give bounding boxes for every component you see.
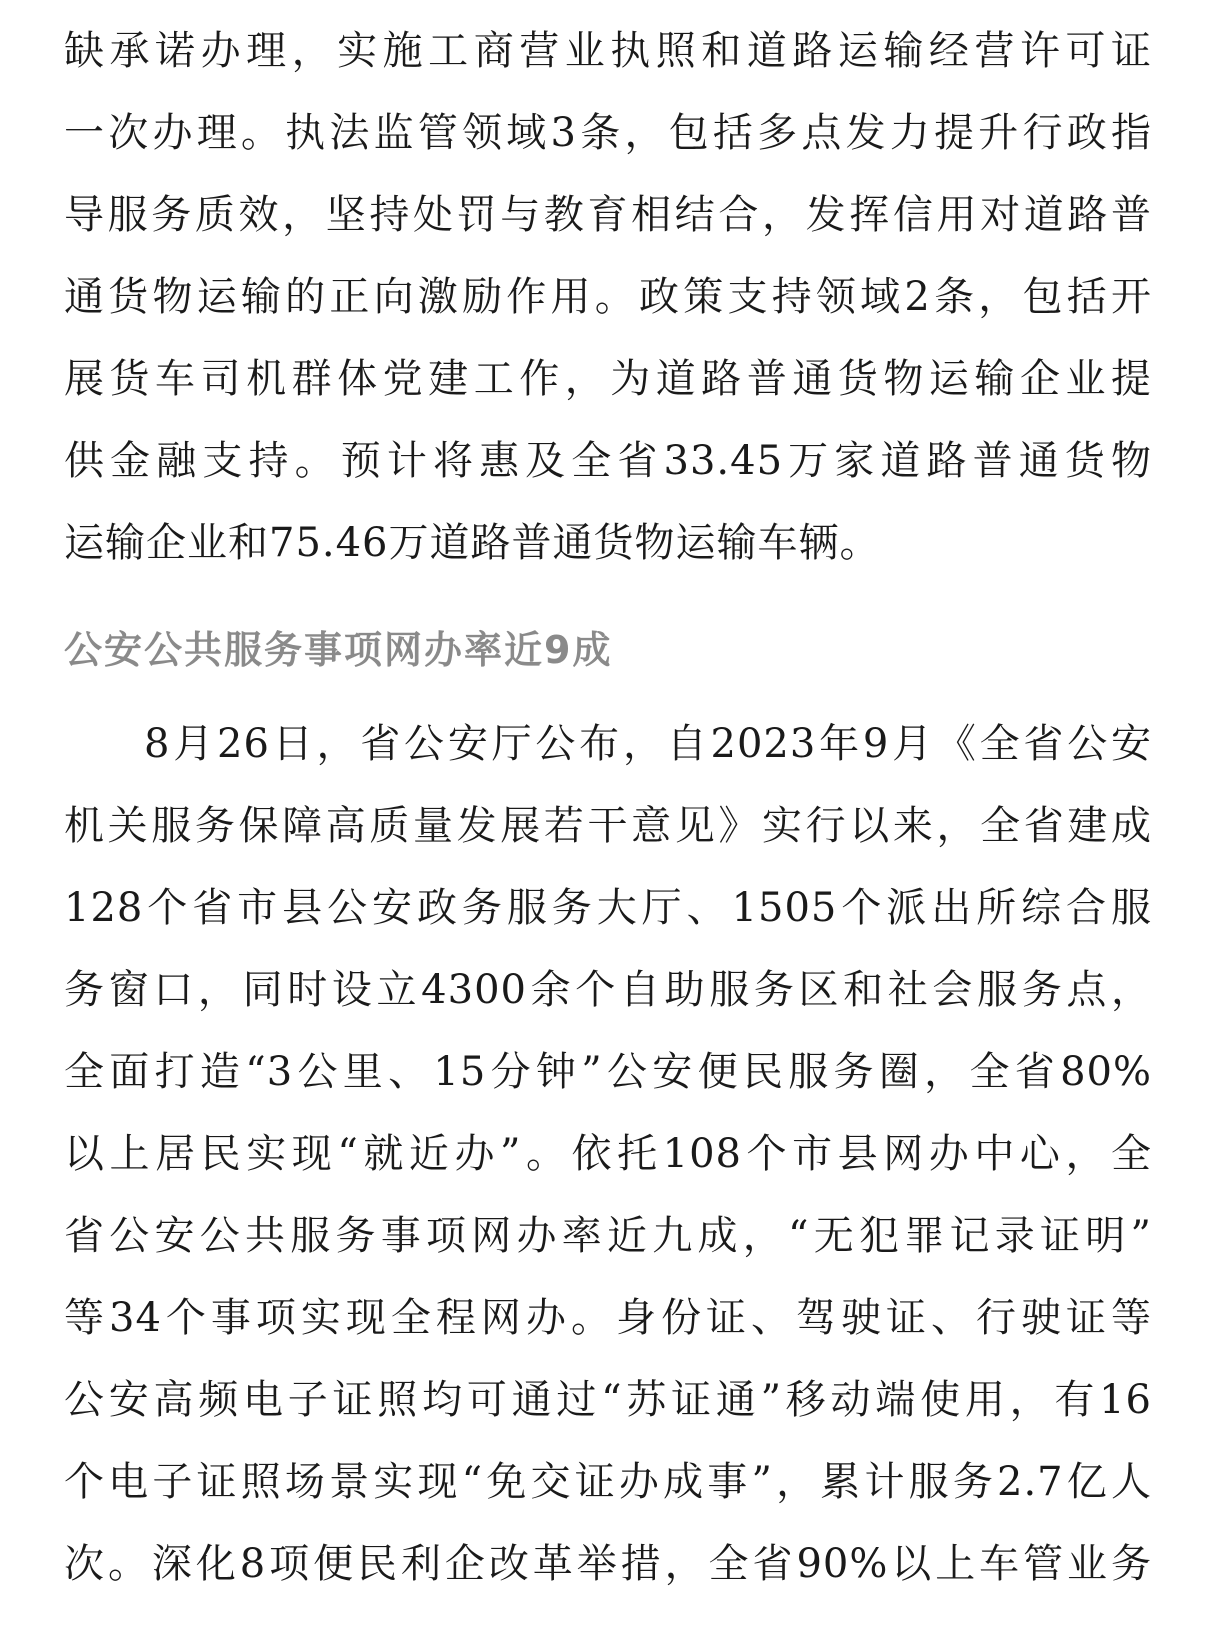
text-line: 一次办理。执法监管领域3条，包括多点发力提升行政指 [64,110,1152,156]
text-line: 个电子证照场景实现“免交证办成事”，累计服务2.7亿人 [64,1459,1152,1505]
text-line: 运输企业和75.46万道路普通货物运输车辆。 [64,520,881,566]
text-line: 等34个事项实现全程网办。身份证、驾驶证、行驶证等 [64,1295,1152,1341]
text-line: 次。深化8项便民利企改革举措，全省90%以上车管业务 [64,1541,1152,1587]
text-line: 公安高频电子证照均可通过“苏证通”移动端使用，有16 [64,1377,1152,1423]
paragraph-transport-policy [64,10,1152,584]
text-line: 导服务质效，坚持处罚与教育相结合，发挥信用对道路普 [64,192,1152,238]
text-line: 128个省市县公安政务服务大厅、1505个派出所综合服 [64,885,1152,931]
text-line: 机关服务保障高质量发展若干意见》实行以来，全省建成 [64,803,1152,849]
text-line: 展货车司机群体党建工作，为道路普通货物运输企业提 [64,356,1152,402]
text-line: 全面打造“3公里、15分钟”公安便民服务圈，全省80% [64,1049,1152,1095]
text-line: 缺承诺办理，实施工商营业执照和道路运输经营许可证 [64,28,1152,74]
text-line: 务窗口，同时设立4300余个自助服务区和社会服务点， [64,967,1152,1013]
paragraph-public-security-services [64,703,1152,1605]
text-line: 省公安公共服务事项网办率近九成，“无犯罪记录证明” [64,1213,1152,1259]
text-line: 以上居民实现“就近办”。依托108个市县网办中心，全 [64,1131,1152,1177]
text-line: 通货物运输的正向激励作用。政策支持领域2条，包括开 [64,274,1152,320]
text-line: 8月26日，省公安厅公布，自2023年9月《全省公安 [144,721,1152,767]
text-line: 供金融支持。预计将惠及全省33.45万家道路普通货物 [64,438,1152,484]
section-heading: 公安公共服务事项网办率近9成 [64,628,613,672]
